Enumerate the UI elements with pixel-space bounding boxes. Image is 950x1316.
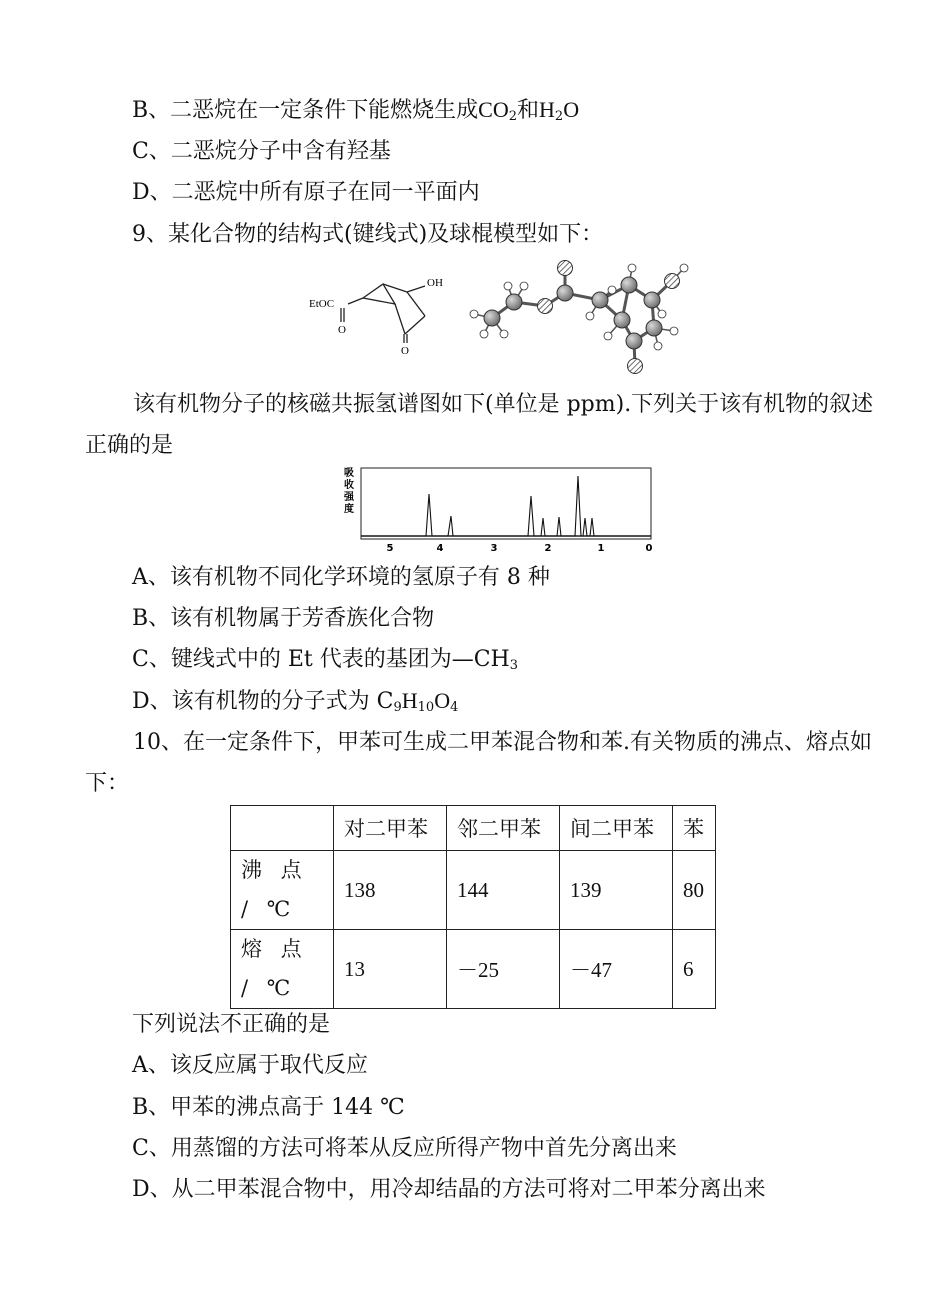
table-header: 苯 [673,806,716,851]
table-header: 对二甲苯 [334,806,447,851]
q8-and: 和 [517,98,540,123]
q9-option-d [132,686,458,723]
q10-option-a: A、该反应属于取代反应 [132,1053,368,1078]
formula-h: H [401,688,418,713]
table-corner [231,806,334,851]
q10-option-d: D、从二甲苯混合物中，用冷却结晶的方法可将对二甲苯分离出来 [132,1177,766,1202]
q9-option-a: A、该有机物不同化学环境的氢原子有 8 种 [132,565,550,590]
q9-option-b: B、该有机物属于芳香族化合物 [132,606,435,631]
nmr-tick-3: 3 [490,543,498,554]
formula-o-sub: 4 [450,700,459,715]
table-cell: 138 [334,851,447,930]
table-cell: 144 [447,851,560,930]
q9-nmr-intro: 该有机物分子的核磁共振氢谱图如下(单位是 ppm).下列关于该有机物的叙述正确的是 [85,392,874,458]
q8-option-b [132,95,579,132]
table-row [231,930,716,1009]
q8-option-d: D、二恶烷中所有原子在同一平面内 [132,180,480,205]
h2o-h: H [539,97,555,122]
table-cell: 139 [560,851,673,930]
table-header-row [231,806,716,851]
h2o-sub: 2 [554,109,564,124]
q8-option-b-text: B、二恶烷在一定条件下能燃烧生成 [132,98,479,123]
ch3-sub: 3 [509,658,519,673]
q9-option-d-text: D、该有机物的分子式为 C [132,689,394,714]
nmr-ylabel-3: 强 [344,492,354,503]
nmr-tick-1: 1 [597,543,605,554]
nmr-tick-4: 4 [436,543,444,554]
ketone-o-label: O [401,345,409,357]
nmr-tick-5: 5 [386,543,394,554]
q10-stem: 10、在一定条件下，甲苯可生成二甲苯混合物和苯.有关物质的沸点、熔点如下： [85,730,872,796]
q9-option-c [132,645,518,681]
h2o-o: O [563,97,580,122]
q10-option-b: B、甲苯的沸点高于 144 ℃ [132,1095,405,1120]
row-label-melting: 熔 点 / ℃ [231,930,334,1009]
table-row [231,851,716,930]
q10-option-c: C、用蒸馏的方法可将苯从反应所得产物中首先分离出来 [132,1136,677,1161]
nmr-ylabel-1: 吸 [344,468,354,479]
row-label-boiling: 沸 点 / ℃ [231,851,334,930]
co2-co: CO [478,97,509,122]
table-cell: 6 [673,930,716,1009]
table-cell: 13 [334,930,447,1009]
nmr-tick-0: 0 [645,543,653,554]
nmr-ylabel-2: 收 [344,480,354,491]
table-header: 邻二甲苯 [447,806,560,851]
formula-h-sub: 10 [417,700,435,715]
formula-c-sub: 9 [393,700,402,715]
table-cell: 80 [673,851,716,930]
table-cell: －47 [560,930,673,1009]
carbonyl-o-label: O [338,324,346,336]
oh-label: OH [427,277,443,289]
ester-label: EtOC [309,298,335,310]
q10-question: 下列说法不正确的是 [132,1012,331,1037]
nmr-tick-2: 2 [544,543,552,554]
co2-sub: 2 [508,109,518,124]
nmr-ylabel-4: 度 [344,504,354,515]
skeletal-formula [305,270,455,360]
formula-o: O [434,688,451,713]
nmr-spectrum [340,464,660,556]
q9-option-c-text: C、键线式中的 Et 代表的基团为—CH [132,647,510,672]
properties-table [230,805,716,1009]
table-header: 间二甲苯 [560,806,673,851]
ball-and-stick-model [462,256,694,376]
table-cell: －25 [447,930,560,1009]
q9-stem: 9、某化合物的结构式(键线式)及球棍模型如下： [132,222,604,247]
q8-option-c: C、二恶烷分子中含有羟基 [132,139,391,164]
